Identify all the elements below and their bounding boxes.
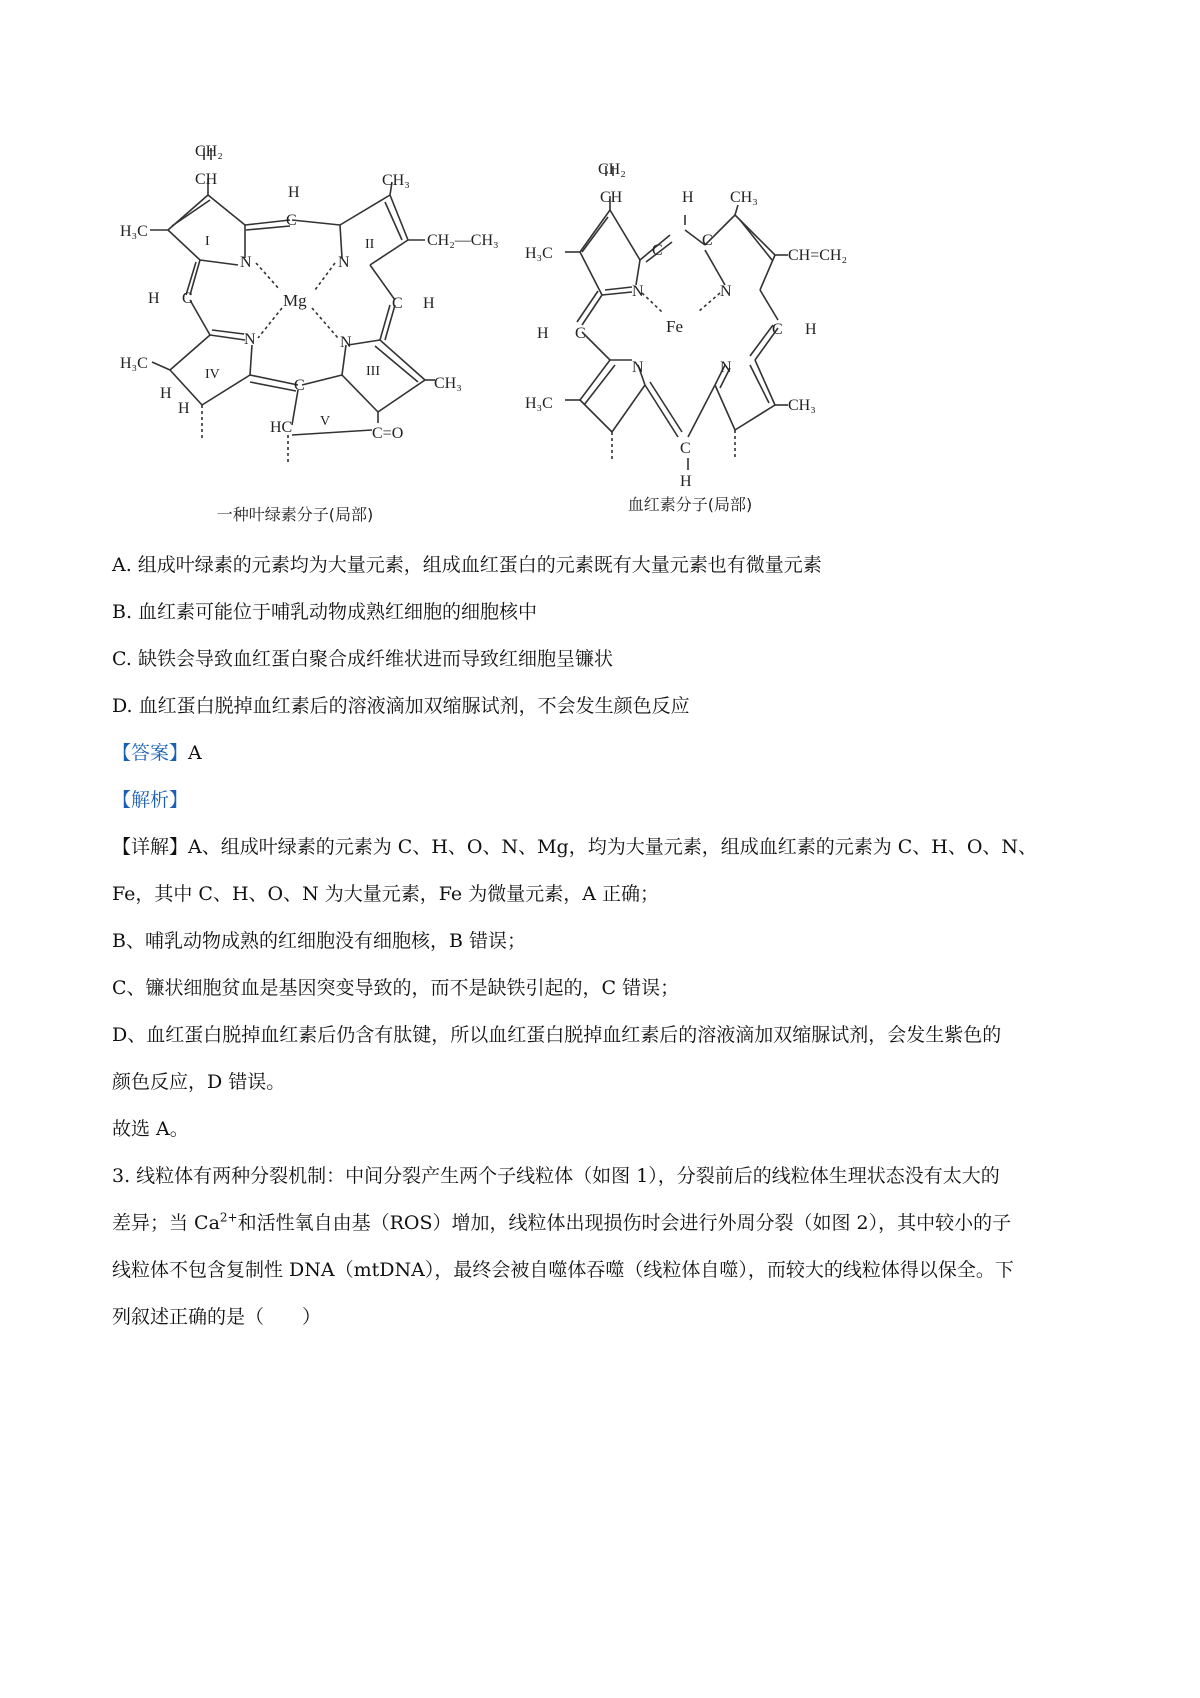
heme-ch-label: CH	[600, 189, 623, 206]
chl-ethyl-label: CH₂—CH₃	[427, 232, 499, 249]
chl-c-right-label: C	[392, 295, 403, 312]
chl-ring5-label: V	[320, 414, 331, 429]
detail-line-1	[112, 834, 1102, 860]
detail-line-4: C、镰状细胞贫血是基因突变导致的，而不是缺铁引起的，C 错误；	[112, 977, 680, 999]
heme-ch2-label: CH₂	[598, 161, 626, 178]
option-c: C. 缺铁会导致血红蛋白聚合成纤维状进而导致红细胞呈镰状	[112, 648, 613, 670]
heme-h3c-label: H₃C	[525, 245, 553, 262]
chl-c-left-label: C	[182, 290, 193, 307]
question3-line-2-pre: 差异；当 Ca	[112, 1212, 220, 1234]
heme-ch3-top-label: CH₃	[730, 189, 758, 206]
chl-ch2-label: CH₂	[195, 143, 223, 160]
chl-h-right-label: H	[423, 295, 435, 312]
chlorophyll-figure	[120, 140, 520, 524]
heme-n1-label: N	[632, 283, 644, 300]
detail-text-1: A、组成叶绿素的元素为 C、H、O、N、Mg，均为大量元素，组成血红素的元素为 C、H、O、N、	[188, 836, 1038, 858]
heme-h-top-label: H	[682, 189, 694, 206]
chl-h-left-label: H	[148, 290, 160, 307]
chl-c-top-label: C	[286, 212, 297, 229]
question3-line-2-post: 和活性氧自由基（ROS）增加，线粒体出现损伤时会进行外周分裂（如图 2），其中较小的子	[237, 1212, 1012, 1234]
answer-line	[112, 740, 1102, 766]
heme-ch3-low-label: CH₃	[788, 397, 816, 414]
chl-metal-label: Mg	[283, 291, 307, 310]
option-a: A. 组成叶绿素的元素均为大量元素，组成血红蛋白的元素既有大量元素也有微量元素	[112, 554, 822, 576]
conclusion-line: 故选 A。	[112, 1118, 189, 1140]
heme-vinyl-label: CH=CH₂	[788, 247, 848, 264]
chl-ch-label: CH	[195, 171, 218, 188]
heme-c2-label: C	[702, 232, 713, 249]
detail-line-5: D、血红蛋白脱掉血红素后仍含有肽键，所以血红蛋白脱掉血红素后的溶液滴加双缩脲试剂，会发生紫色的	[112, 1024, 1002, 1046]
analysis-tag: 【解析】	[112, 789, 189, 811]
chl-h-low1-label: H	[160, 385, 172, 402]
chl-hc-label: HC	[270, 419, 293, 436]
heme-caption: 血红素分子(局部)	[627, 495, 753, 514]
heme-figure	[520, 160, 1080, 514]
heme-h-right-label: H	[805, 321, 817, 338]
ca-charge: 2+	[219, 1210, 238, 1225]
chlorophyll-caption: 一种叶绿素分子(局部)	[216, 505, 374, 524]
chl-n2-label: N	[338, 254, 350, 271]
heme-c-right-label: C	[772, 321, 783, 338]
heme-h3c-low-label: H₃C	[525, 395, 553, 412]
chl-ch3-low-label: CH₃	[434, 375, 462, 392]
option-d: D. 血红蛋白脱掉血红素后的溶液滴加双缩脲试剂，不会发生颜色反应	[112, 695, 690, 717]
heme-n2-label: N	[720, 283, 732, 300]
chl-ring4-label: IV	[205, 367, 220, 382]
heme-h-left-label: H	[537, 325, 549, 342]
heme-h-bottom-label: H	[680, 473, 692, 490]
chl-h3c-low-label: H₃C	[120, 355, 148, 372]
option-b: B. 血红素可能位于哺乳动物成熟红细胞的细胞核中	[112, 601, 538, 623]
figures-area	[120, 140, 1080, 530]
chl-co-label: C=O	[372, 425, 404, 442]
answer-value: A	[188, 742, 202, 764]
chl-h3c-label: H₃C	[120, 223, 148, 240]
chl-n3-label: N	[340, 334, 352, 351]
answer-tag: 【答案】	[112, 742, 189, 764]
chl-n1-label: N	[240, 254, 252, 271]
question3-line-1: 3. 线粒体有两种分裂机制：中间分裂产生两个子线粒体（如图 1），分裂前后的线粒体生理状态没有太大的	[112, 1165, 1000, 1187]
chl-h-top-label: H	[288, 184, 300, 201]
chl-ring3-label: III	[366, 364, 380, 379]
analysis-line	[112, 787, 1102, 813]
chl-n4-label: N	[244, 331, 256, 348]
chl-c-bottom-label: C	[294, 377, 305, 394]
content	[112, 552, 1102, 1351]
detail-tag: 【详解】	[112, 836, 189, 858]
heme-n3-label: N	[632, 359, 644, 376]
chl-ring2-label: II	[365, 237, 375, 252]
heme-c1-label: C	[652, 242, 663, 259]
question3-line-3: 线粒体不包含复制性 DNA（mtDNA），最终会被自噬体吞噬（线粒体自噬），而较大的线粒体得以保全。下	[112, 1259, 1014, 1281]
heme-metal-label: Fe	[666, 317, 683, 336]
chl-ring1-label: I	[205, 234, 210, 249]
chl-h-low2-label: H	[178, 400, 190, 417]
heme-c-bottom-label: C	[680, 440, 691, 457]
question3-line-4: 列叙述正确的是（ ）	[112, 1306, 322, 1328]
heme-c-left-label: C	[575, 325, 586, 342]
detail-line-6: 颜色反应，D 错误。	[112, 1071, 286, 1093]
heme-n4-label: N	[720, 359, 732, 376]
detail-line-3: B、哺乳动物成熟的红细胞没有细胞核，B 错误；	[112, 930, 526, 952]
chl-ch3-top-label: CH₃	[382, 172, 410, 189]
heme-structure	[520, 160, 1080, 500]
question3-line-2	[112, 1210, 1102, 1236]
detail-line-2: Fe，其中 C、H、O、N 为大量元素，Fe 为微量元素，A 正确；	[112, 883, 659, 905]
chlorophyll-structure	[120, 140, 520, 500]
